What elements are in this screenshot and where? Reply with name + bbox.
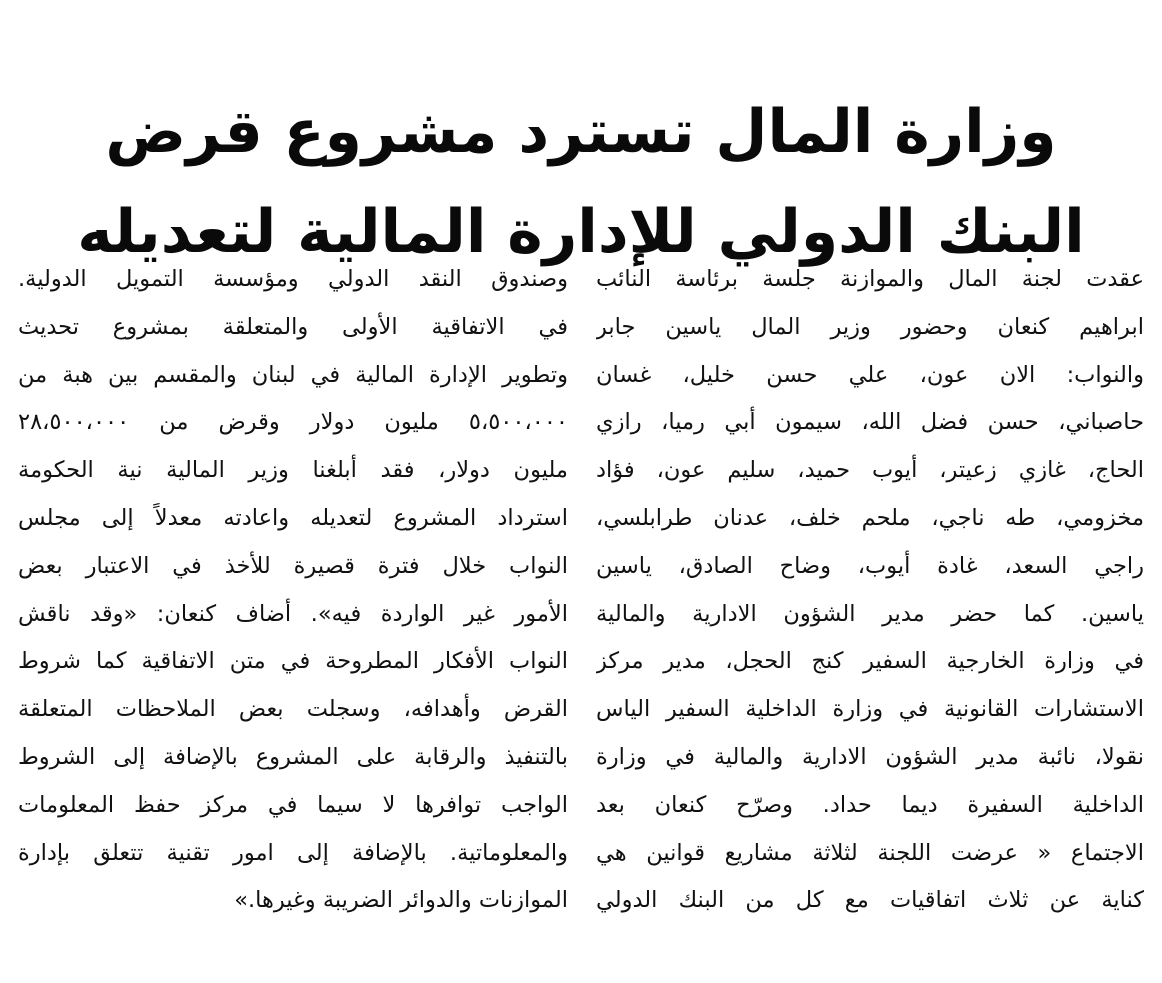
body-line: في الاتفاقية الأولى والمتعلقة بمشروع تحديث <box>18 313 568 340</box>
body-line: ٥،٥٠٠،٠٠٠ مليون دولار وقرض من ٢٨،٥٠٠،٠٠٠ <box>18 409 568 436</box>
body-line: الواجب توافرها لا سيما في مركز حفظ المعلومات <box>18 791 568 818</box>
body-line: الاستشارات القانونية في وزارة الداخلية السفير الياس <box>596 696 1144 723</box>
body-line: النواب الأفكار المطروحة في متن الاتفاقية كما شروط <box>18 648 568 675</box>
headline-line-1: وزارة المال تسترد مشروع قرض <box>105 97 1057 168</box>
body-line: ابراهيم كنعان وحضور وزير المال ياسين جابر <box>596 313 1144 340</box>
body-line: وصندوق النقد الدولي ومؤسسة التمويل الدولية. <box>18 266 568 292</box>
body-line: القرض وأهدافه، وسجلت بعض الملاحظات المتعلقة <box>18 696 568 723</box>
body-line: والمعلوماتية. بالإضافة إلى امور تقنية تتعلق بإدارة <box>18 839 568 866</box>
article-column-left <box>18 256 568 925</box>
body-line: عقدت لجنة المال والموازنة جلسة برئاسة النائب <box>596 266 1144 292</box>
body-line: النواب خلال فترة قصيرة للأخذ في الاعتبار بعض <box>18 552 568 579</box>
article-headline <box>0 82 1162 282</box>
body-line: الموازنات والدوائر الضريبة وغيرها.» <box>234 887 568 914</box>
body-line: بالتنفيذ والرقابة على المشروع بالإضافة إلى الشروط <box>18 743 568 770</box>
body-line: الاجتماع « عرضت اللجنة لثلاثة مشاريع قوانين هي <box>596 839 1144 866</box>
article-column-right <box>596 256 1144 925</box>
body-line: كناية عن ثلاث اتفاقيات مع كل من البنك الدولي <box>596 887 1144 914</box>
body-line: ياسين. كما حضر مدير الشؤون الادارية والمالية <box>596 600 1144 627</box>
body-line: مخزومي، طه ناجي، ملحم خلف، عدنان طرابلسي، <box>596 504 1144 531</box>
body-line: الداخلية السفيرة ديما حداد. وصرّح كنعان بعد <box>596 791 1144 818</box>
body-line: في وزارة الخارجية السفير كنج الحجل، مدير مركز <box>596 648 1144 675</box>
body-line: حاصباني، حسن فضل الله، سيمون أبي رميا، رازي <box>596 409 1144 436</box>
body-line: الحاج، غازي زعيتر، أيوب حميد، سليم عون، فؤاد <box>596 457 1144 484</box>
headline-line-2: البنك الدولي للإدارة المالية لتعديله <box>77 197 1085 268</box>
body-line: نقولا، نائبة مدير الشؤون الادارية والمالية في وزارة <box>596 743 1144 770</box>
body-line: مليون دولار، فقد أبلغنا وزير المالية نية الحكومة <box>18 457 568 484</box>
body-line: وتطوير الإدارة المالية في لبنان والمقسم بين هبة من <box>18 361 568 388</box>
body-line: والنواب: الان عون، علي حسن خليل، غسان <box>596 361 1144 388</box>
body-line: راجي السعد، غادة أيوب، وضاح الصادق، ياسين <box>596 552 1144 579</box>
body-line: الأمور غير الواردة فيه». أضاف كنعان: «وقد ناقش <box>18 600 568 627</box>
body-line: استرداد المشروع لتعديله واعادته معدلاً إلى مجلس <box>18 504 568 531</box>
